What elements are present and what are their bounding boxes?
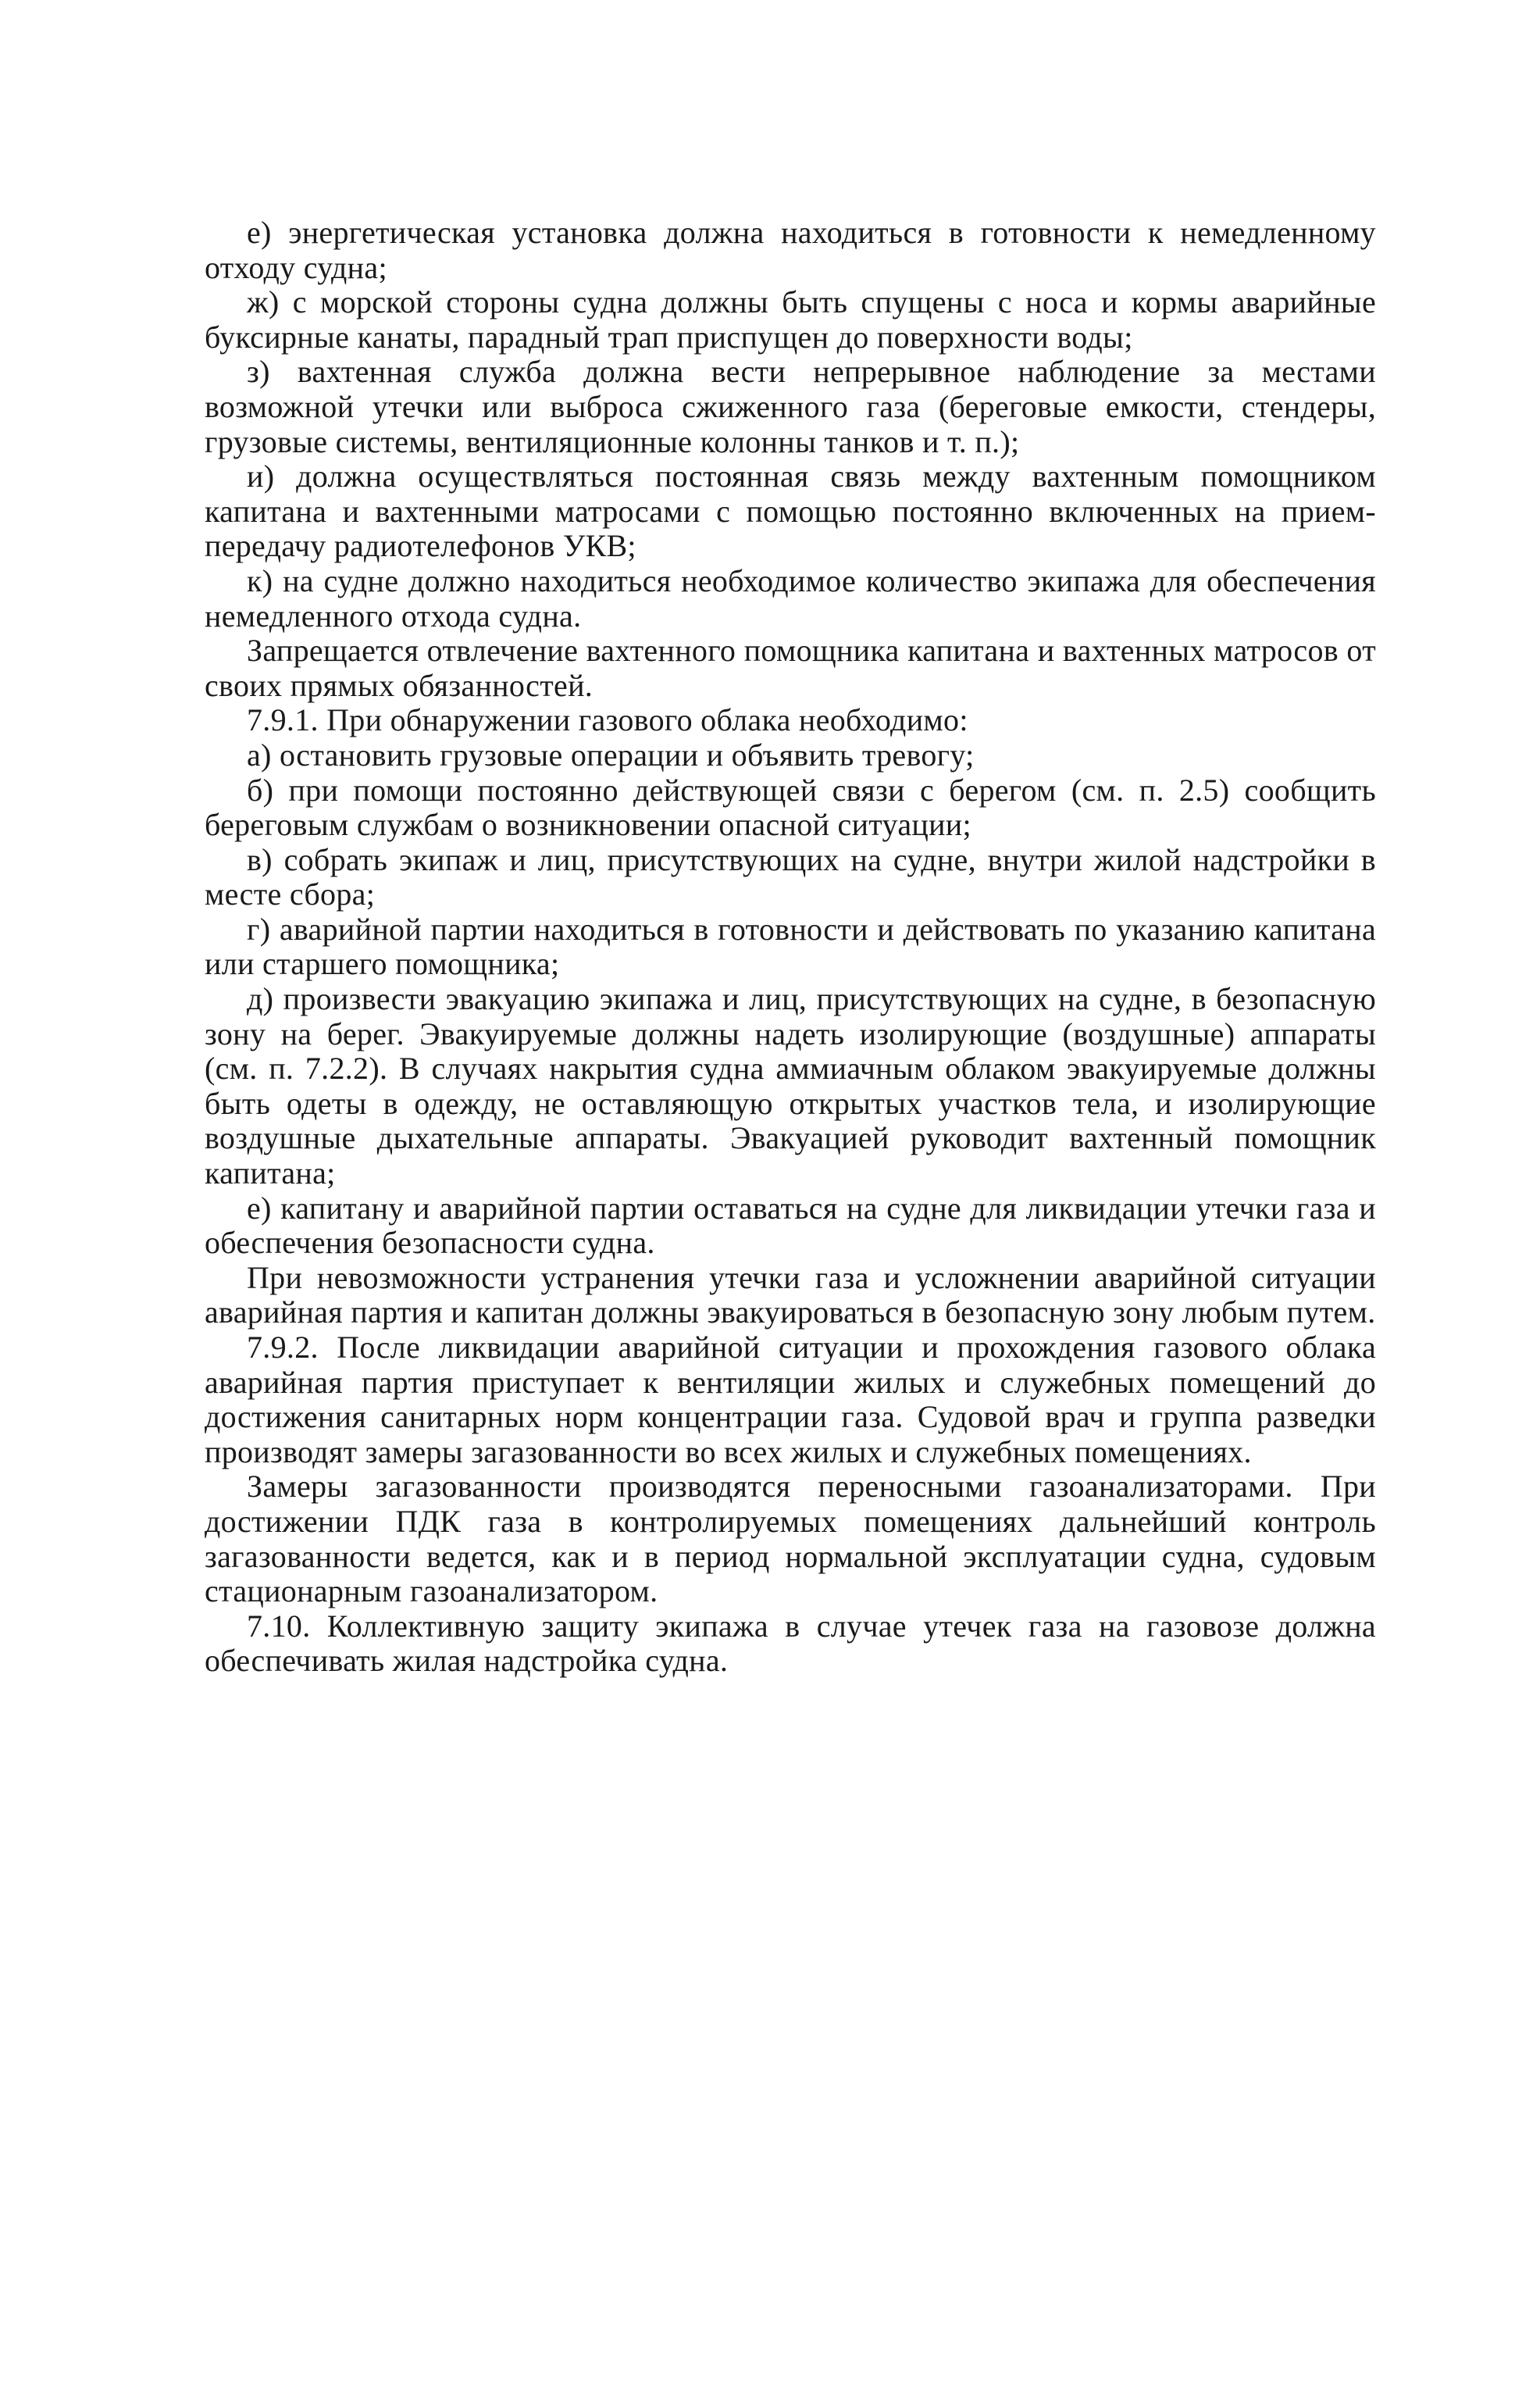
section-7-9-2: 7.9.2. После ликвидации аварийной ситуации и прохождения газового облака аварийная партия приступает к вентиляции жилых и служебных помещений до достижения санитарных норм концентрации газа. Судовой врач и группа разведки производят замеры загазованности во всех жилых и служебных помещениях. — [205, 1330, 1376, 1469]
paragraph-item-g: г) аварийной партии находиться в готовности и действовать по указанию капитана или старшего помощника; — [205, 911, 1376, 982]
paragraph-prohibition: Запрещается отвлечение вахтенного помощника капитана и вахтенных матросов от своих прямых обязанностей. — [205, 633, 1376, 703]
paragraph-gas-measurements: Замеры загазованности производятся переносными газоанализаторами. При достижении ПДК газа в контролируемых помещениях дальнейший контроль загазованности ведется, как и в период нормальной эксплуатации судна, судовым стационарным газоанализатором. — [205, 1469, 1376, 1609]
paragraph-item-v: в) собрать экипаж и лиц, присутствующих на судне, внутри жилой надстройки в месте сбора; — [205, 841, 1376, 912]
paragraph-evacuation: При невозможности устранения утечки газа и усложнении аварийной ситуации аварийная партия и капитан должны эвакуироваться в безопасную зону любым путем. — [205, 1259, 1376, 1330]
paragraph-item-k: к) на судне должно находиться необходимое количество экипажа для обеспечения немедленного отхода судна. — [205, 562, 1376, 634]
paragraph-item-e2: е) капитану и аварийной партии оставаться на судне для ликвидации утечки газа и обеспечения безопасности судна. — [205, 1190, 1376, 1261]
document-page — [205, 216, 1376, 1679]
section-7-9-1-heading: 7.9.1. При обнаружении газового облака необходимо: — [247, 702, 968, 738]
paragraph-item-i: и) должна осуществляться постоянная связь между вахтенным помощником капитана и вахтенными матросами с помощью постоянно включенных на прием-передачу радиотелефонов УКВ; — [205, 459, 1376, 564]
paragraph-item-a: а) остановить грузовые операции и объявить тревогу; — [247, 737, 975, 773]
paragraph-item-zh: ж) с морской стороны судна должны быть спущены с носа и кормы аварийные буксирные канаты, парадный трап приспущен до поверхности воды; — [205, 284, 1376, 355]
paragraph-item-d: д) произвести эвакуацию экипажа и лиц, присутствующих на судне, в безопасную зону на берег. Эвакуируемые должны надеть изолирующие (воздушные) аппараты (см. п. 7.2.2). В случаях накрытия судна аммиачным облаком эвакуируемые должны быть одеты в одежду, не оставляющую открытых участков тела, и изолирующие воздушные дыхательные аппараты. Эвакуацией руководит вахтенный помощник капитана; — [205, 981, 1376, 1191]
paragraph-item-e: е) энергетическая установка должна находиться в готовности к немедленному отходу судна; — [205, 215, 1376, 285]
paragraph-item-b: б) при помощи постоянно действующей связи с берегом (см. п. 2.5) сообщить береговым службам о возникновении опасной ситуации; — [205, 772, 1376, 843]
paragraph-item-z: з) вахтенная служба должна вести непрерывное наблюдение за местами возможной утечки или выброса сжиженного газа (береговые емкости, стендеры, грузовые системы, вентиляционные колонны танков и т. п.); — [205, 354, 1376, 459]
section-7-10: 7.10. Коллективную защиту экипажа в случае утечек газа на газовозе должна обеспечивать жилая надстройка судна. — [205, 1608, 1376, 1679]
